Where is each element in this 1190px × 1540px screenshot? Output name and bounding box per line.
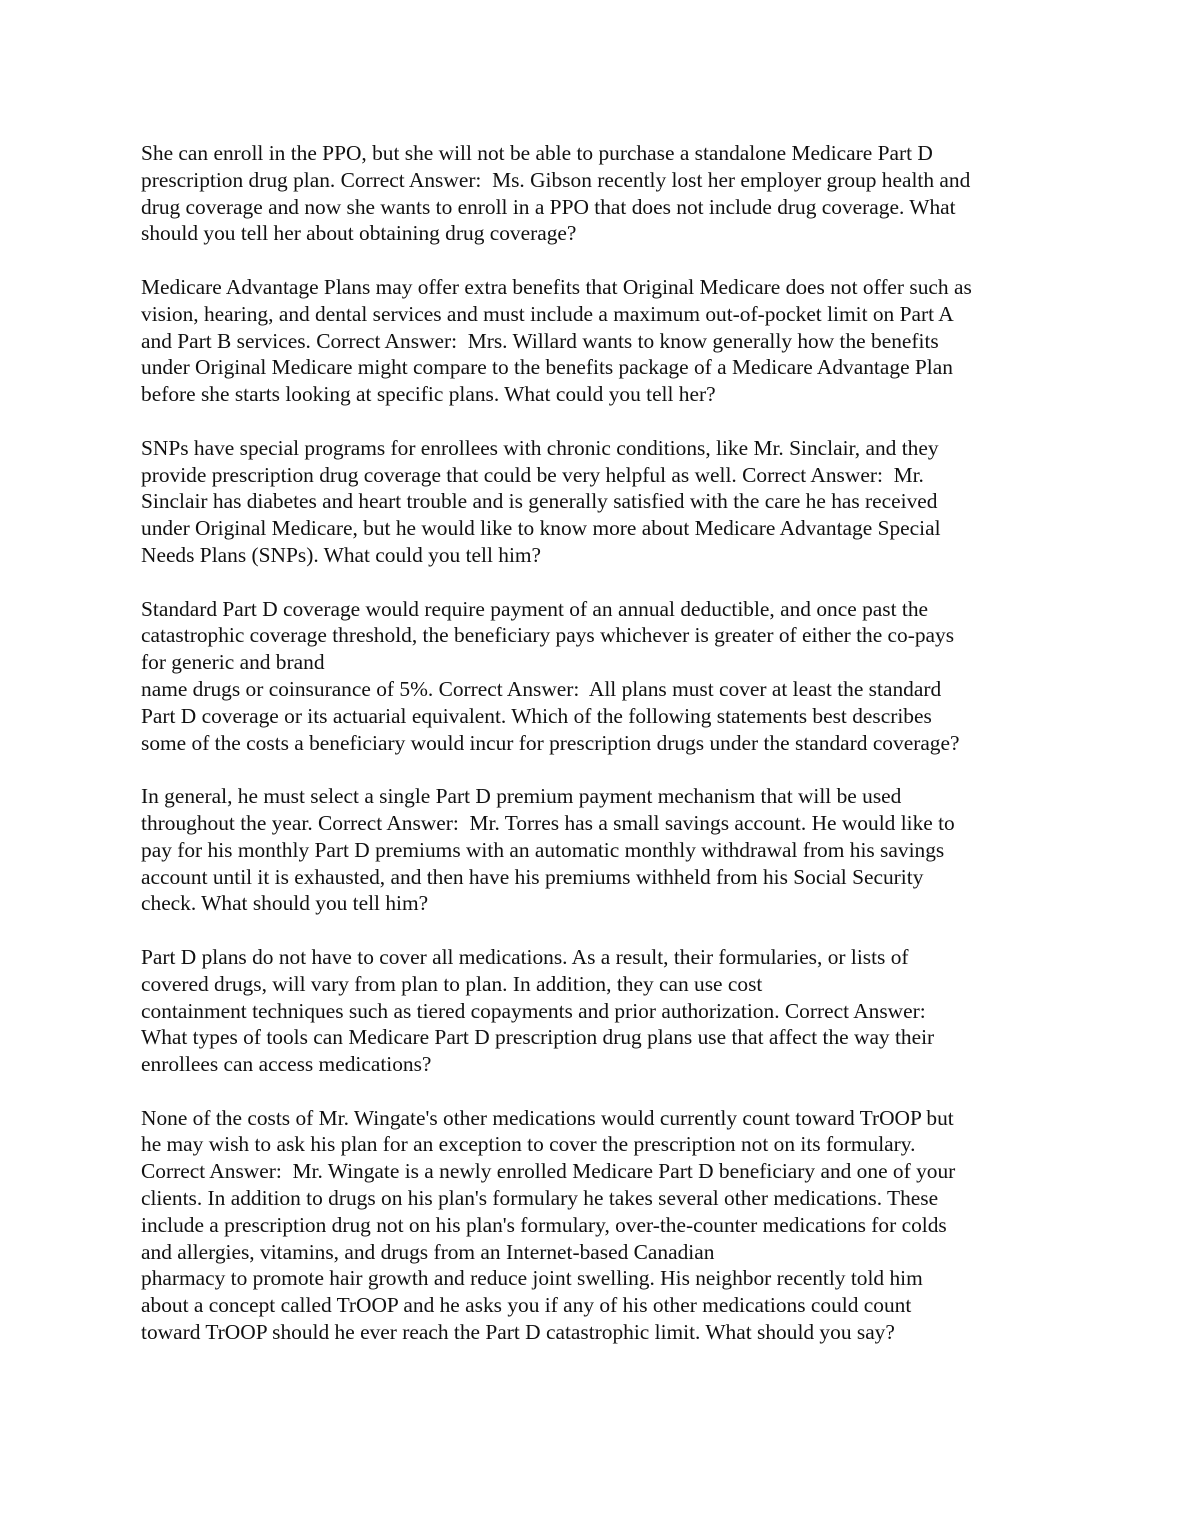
text-line: containment techniques such as tiered copayments and prior authorization. Correct Answer: xyxy=(141,998,926,1023)
text-line: Part D coverage or its actuarial equivalent. Which of the following statements best describes xyxy=(141,703,932,728)
text-line: pay for his monthly Part D premiums with an automatic monthly withdrawal from his savings xyxy=(141,837,945,862)
qa-paragraph xyxy=(141,596,1061,757)
qa-paragraph xyxy=(141,944,1061,1078)
text-line: toward TrOOP should he ever reach the Part D catastrophic limit. What should you say? xyxy=(141,1320,895,1345)
text-line: Correct Answer: Mr. Wingate is a newly enrolled Medicare Part D beneficiary and one of your xyxy=(141,1159,956,1184)
text-line: SNPs have special programs for enrollees with chronic conditions, like Mr. Sinclair, and they xyxy=(141,435,939,460)
text-line: drug coverage and now she wants to enroll in a PPO that does not include drug coverage. What xyxy=(141,194,956,219)
text-line: under Original Medicare might compare to the benefits package of a Medicare Advantage Plan xyxy=(141,355,953,380)
text-line: check. What should you tell him? xyxy=(141,891,429,916)
text-line: provide prescription drug coverage that could be very helpful as well. Correct Answer: Mr. xyxy=(141,462,924,487)
text-line: and allergies, vitamins, and drugs from an Internet-based Canadian xyxy=(141,1239,715,1264)
text-line: account until it is exhausted, and then have his premiums withheld from his Social Security xyxy=(141,864,924,889)
text-line: before she starts looking at specific plans. What could you tell her? xyxy=(141,382,716,407)
text-line: Needs Plans (SNPs). What could you tell him? xyxy=(141,542,542,567)
text-line: and Part B services. Correct Answer: Mrs. Willard wants to know generally how the benefits xyxy=(141,328,939,353)
text-line: Medicare Advantage Plans may offer extra benefits that Original Medicare does not offer such as xyxy=(141,274,972,299)
text-line: She can enroll in the PPO, but she will not be able to purchase a standalone Medicare Part D xyxy=(141,141,933,165)
text-line: Part D plans do not have to cover all medications. As a result, their formularies, or lists of xyxy=(141,944,909,969)
qa-paragraph xyxy=(141,140,1061,247)
text-line: None of the costs of Mr. Wingate's other medications would currently count toward TrOOP but xyxy=(141,1105,954,1130)
qa-paragraph xyxy=(141,274,1061,408)
text-line: pharmacy to promote hair growth and reduce joint swelling. His neighbor recently told him xyxy=(141,1266,923,1291)
text-line: he may wish to ask his plan for an exception to cover the prescription not on its formulary. xyxy=(141,1132,916,1157)
text-line: clients. In addition to drugs on his plan's formulary he takes several other medications. These xyxy=(141,1186,939,1211)
text-line: some of the costs a beneficiary would incur for prescription drugs under the standard coverage? xyxy=(141,730,960,755)
text-line: should you tell her about obtaining drug coverage? xyxy=(141,221,577,246)
qa-paragraph xyxy=(141,783,1061,917)
text-line: include a prescription drug not on his plan's formulary, over-the-counter medications for colds xyxy=(141,1212,947,1237)
qa-paragraph xyxy=(141,435,1061,569)
text-line: prescription drug plan. Correct Answer: Ms. Gibson recently lost her employer group health and xyxy=(141,167,971,192)
text-line: vision, hearing, and dental services and must include a maximum out-of-pocket limit on Part A xyxy=(141,301,954,326)
qa-paragraph xyxy=(141,1105,1061,1346)
text-line: catastrophic coverage threshold, the beneficiary pays whichever is greater of either the co-pays xyxy=(141,623,955,648)
text-line: about a concept called TrOOP and he asks you if any of his other medications could count xyxy=(141,1293,912,1318)
text-line: under Original Medicare, but he would like to know more about Medicare Advantage Special xyxy=(141,516,941,541)
text-line: Standard Part D coverage would require payment of an annual deductible, and once past the xyxy=(141,596,929,621)
text-line: enrollees can access medications? xyxy=(141,1052,432,1077)
text-line: covered drugs, will vary from plan to plan. In addition, they can use cost xyxy=(141,971,763,996)
text-line: In general, he must select a single Part D premium payment mechanism that will be used xyxy=(141,784,902,809)
text-line: What types of tools can Medicare Part D prescription drug plans use that affect the way their xyxy=(141,1025,935,1050)
document-page xyxy=(141,140,1061,1373)
text-line: name drugs or coinsurance of 5%. Correct Answer: All plans must cover at least the standard xyxy=(141,676,942,701)
text-line: for generic and brand xyxy=(141,650,325,675)
text-line: throughout the year. Correct Answer: Mr. Torres has a small savings account. He would like to xyxy=(141,810,955,835)
text-line: Sinclair has diabetes and heart trouble and is generally satisfied with the care he has received xyxy=(141,489,938,514)
